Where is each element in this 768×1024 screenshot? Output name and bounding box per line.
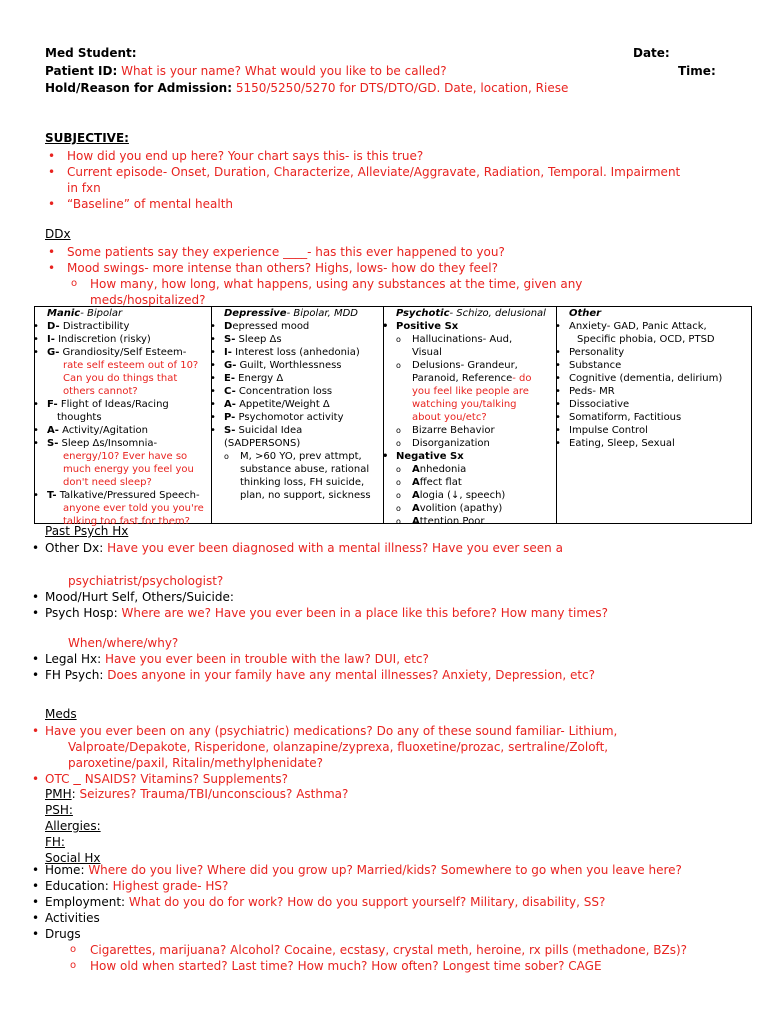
patient-id-prompt: What is your name? What would you like to be called? (121, 64, 447, 78)
list-item: • Psych Hosp: Where are we? Have you ever been in a place like this before? How many times? (32, 606, 609, 620)
date-label: Date: (633, 46, 670, 60)
time-label: Time: (678, 64, 716, 78)
ddx-title: DDx (45, 227, 71, 241)
past-psych-list: • Other Dx: Have you ever been diagnosed with a mental illness? Have you ever seen a psychiatrist/psychologist? • Mood/Hurt Self, Others/Suicide: • Psych Hosp: Where are we? Have you ever been in a place like this before? How many times? When/where/why? • Legal Hx: Have you ever been in trouble with the law? DUI, etc? • FH Psych: Does anyone in your family have any mental illnesses? Anxiety, Depression, etc? (30, 540, 750, 683)
subjective-list (45, 148, 745, 212)
fh-label: FH: (45, 835, 65, 849)
history-block: PMH: Seizures? Trauma/TBI/unconscious? Asthma? PSH: Allergies: FH: Social Hx (45, 787, 349, 865)
manic-column: Manic- Bipolar • D- Distractibility • I- Indiscretion (risky) • G- Grandiosity/Self Esteem- rate self esteem out of 10? Can you do things that others cannot? • F- Flight of Ideas/Racing thoughts • A- Activity/Agitation • S- Sleep Δs/Insomnia- energy/10? Ever have so much energy you feel you don't need sleep? • T- Talkative/Pressured Speech- anyone ever told you you're talking too fast for them? (35, 307, 212, 523)
list-item: • Mood/Hurt Self, Others/Suicide: (32, 590, 234, 604)
list-item: • Other Dx: Have you ever been diagnosed with a mental illness? Have you ever seen a (32, 541, 563, 555)
patient-id-line (45, 64, 447, 78)
list-item: • How did you end up here? Your chart says this- is this true? (45, 148, 745, 164)
ddx-table (34, 306, 752, 527)
depressive-column: Depressive- Bipolar, MDD • Depressed mood • S- Sleep Δs • I- Interest loss (anhedonia) • G- Guilt, Worthlessness • E- Energy Δ • C- Concentration loss • A- Appetite/Weight Δ • P- Psychomotor activity • S- Suicidal Idea (SADPERSONS) o M, >60 YO, prev attmpt, substance abuse, rational thinking loss, FH suicide, plan, no support, sickness (212, 307, 384, 523)
list-item: • Current episode- Onset, Duration, Characterize, Alleviate/Aggravate, Radiation, Temporal. Impairment in fxn (45, 164, 745, 196)
other-column: Other • Anxiety- GAD, Panic Attack, Specific phobia, OCD, PTSD • Personality • Substance • Cognitive (dementia, delirium) • Peds- MR • Dissociative • Somatiform, Factitious • Impulse Control • Eating, Sleep, Sexual (557, 307, 751, 523)
social-title: Social Hx (45, 851, 101, 865)
subjective-title: SUBJECTIVE: (45, 131, 129, 145)
meds-list: • Have you ever been on any (psychiatric) medications? Do any of these sound familiar- Lithium, Valproate/Depakote, Risperidone, olanzapine/zyprexa, fluoxetine/prozac, sertraline/Zoloft, paroxetine/paxil, Ritalin/methylphenidate? • OTC NSAIDS? Vitamins? Supplements? (32, 724, 618, 786)
social-list: • Home: Where do you live? Where did you grow up? Married/kids? Somewhere to go when you leave here? • Education: Highest grade- HS? • Employment: What do you do for work? How do you support yourself? Military, disability, SS? • Activities • Drugs o Cigarettes, marijuana? Alcohol? Cocaine, ecstasy, crystal meth, heroine, rx pills (methadone, BZs)? o How old when started? Last time? How much? How often? Longest time sober? CAGE (32, 863, 688, 973)
patient-id-label: Patient ID: (45, 64, 118, 78)
hold-label: Hold/Reason for Admission: (45, 81, 232, 95)
list-item: • “Baseline” of mental health (45, 196, 745, 212)
past-psych-title: Past Psych Hx (45, 524, 129, 538)
pmh-label: PMH (45, 787, 72, 801)
hold-line (45, 81, 568, 95)
list-item: o How many, how long, what happens, using any substances at the time, given any meds/hospitalized? (45, 276, 582, 308)
med-student-label: Med Student: (45, 46, 137, 60)
psychotic-column: Psychotic- Schizo, delusional • Positive Sx o Hallucinations- Aud, Visual o Delusions- Grandeur, Paranoid, Reference- do you feel like people are watching you/talking about you/etc? o Bizarre Behavior o Disorganization • Negative Sx o Anhedonia o Affect flat o Alogia (↓, speech) o Avolition (apathy) o Attention Poor (384, 307, 557, 523)
list-item: • Some patients say they experience ____- has this ever happened to you? (45, 244, 582, 260)
pmh-prompt: Seizures? Trauma/TBI/unconscious? Asthma? (79, 787, 349, 801)
meds-title: Meds (45, 707, 77, 721)
allergies-label: Allergies: (45, 819, 101, 833)
ddx-list (45, 244, 582, 308)
list-item: • Mood swings- more intense than others? Highs, lows- how do they feel? (45, 260, 582, 276)
list-item: • FH Psych: Does anyone in your family have any mental illnesses? Anxiety, Depression, etc? (32, 668, 596, 682)
list-item: • Legal Hx: Have you ever been in trouble with the law? DUI, etc? (32, 652, 429, 666)
psh-label: PSH: (45, 803, 73, 817)
hold-prompt: 5150/5250/5270 for DTS/DTO/GD. Date, location, Riese (235, 81, 569, 95)
